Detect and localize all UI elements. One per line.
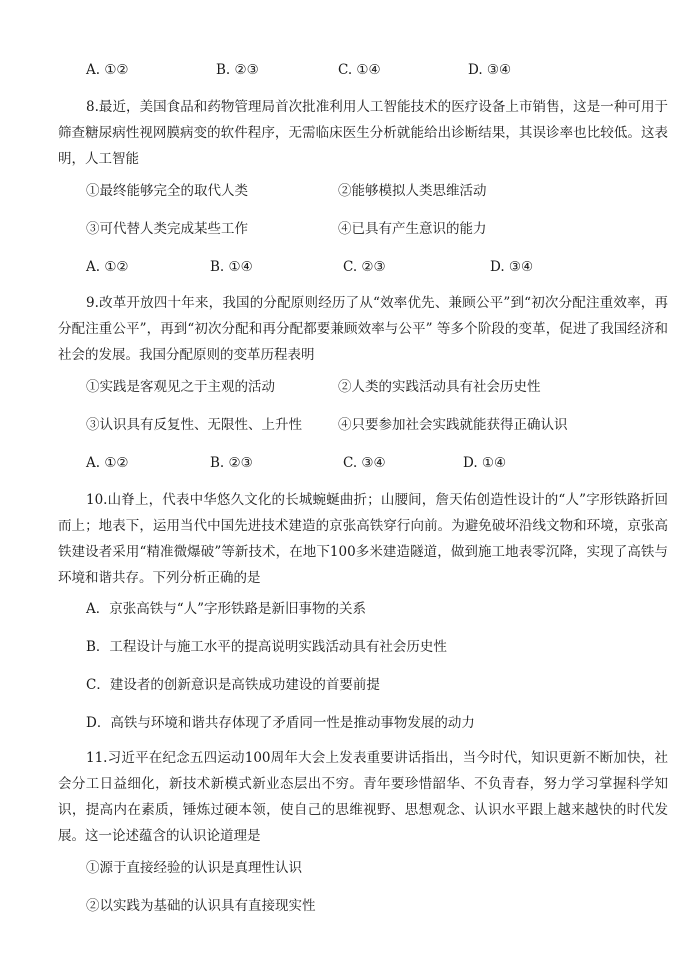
question-11-stem: 11.习近平在纪念五四运动100周年大会上发表重要讲话指出，当今时代，知识更新不断加快，社会分工日益细化，新技术新模式新业态层出不穷。青年要珍惜韶华、不负青春，努力学习掌握科学知识，提高内在素质，锤炼过硬本领，使自己的思维视野、思想观念、认识水平跟上越来越快的时代发展。这一论述蕴含的认识论道理是	[58, 750, 668, 844]
statement-3: ③可代替人类完成某些工作	[86, 221, 248, 237]
statement-2: ②以实践为基础的认识具有直接现实性	[86, 898, 316, 914]
option-c[interactable]: C. ①④	[338, 62, 381, 78]
statement-1: ①源于直接经验的认识是真理性认识	[86, 860, 302, 876]
option-c-text: C．建设者的创新意识是高铁成功建设的首要前提	[86, 677, 380, 693]
option-c[interactable]: C. ③④	[343, 455, 386, 471]
statement-4: ④已具有产生意识的能力	[338, 221, 487, 237]
question-8-stem: 8.最近，美国食品和药物管理局首次批准利用人工智能技术的医疗设备上市销售，这是一种可用于筛查糖尿病性视网膜病变的软件程序，无需临床医生分析就能给出诊断结果，其误诊率也比较低。这表明，人工智能	[58, 99, 668, 167]
option-d[interactable]: D. ①④	[463, 455, 507, 471]
option-d-text: D．高铁与环境和谐共存体现了矛盾同一性是推动事物发展的动力	[86, 715, 475, 731]
option-d[interactable]: D. ③④	[490, 259, 534, 275]
option-b[interactable]: B. ②③	[210, 455, 253, 471]
option-b[interactable]: B. ②③	[216, 62, 259, 78]
option-c[interactable]: C. ②③	[343, 259, 386, 275]
question-9-stem: 9.改革开放四十年来，我国的分配原则经历了从“效率优先、兼顾公平”到“初次分配注重效率，再分配注重公平”，再到“初次分配和再分配都要兼顾效率与公平” 等多个阶段的变革，促进了我国经济和社会的发展。我国分配原则的变革历程表明	[58, 295, 668, 363]
option-a[interactable]: A. ①②	[86, 455, 129, 471]
question-10-stem: 10.山脊上，代表中华悠久文化的长城蜿蜒曲折；山腰间，詹天佑创造性设计的“人”字形铁路折回而上；地表下，运用当代中国先进技术建造的京张高铁穿行向前。为避免破坏沿线文物和环境，京张高铁建设者采用“精准微爆破”等新技术，在地下100多米建造隧道，做到施工地表零沉降，实现了高铁与环境和谐共存。下列分析正确的是	[58, 492, 668, 586]
option-d[interactable]: D. ③④	[468, 62, 512, 78]
statement-2: ②能够模拟人类思维活动	[338, 183, 487, 199]
option-b[interactable]: B. ①④	[210, 259, 253, 275]
option-a-text: A．京张高铁与“人”字形铁路是新旧事物的关系	[86, 601, 367, 617]
statement-2: ②人类的实践活动具有社会历史性	[338, 379, 541, 395]
statement-3: ③认识具有反复性、无限性、上升性	[86, 417, 302, 433]
option-a[interactable]: A. ①②	[86, 62, 129, 78]
option-b-text: B．工程设计与施工水平的提高说明实践活动具有社会历史性	[86, 639, 447, 655]
statement-1: ①最终能够完全的取代人类	[86, 183, 248, 199]
option-a[interactable]: A. ①②	[86, 259, 129, 275]
statement-4: ④只要参加社会实践就能获得正确认识	[338, 417, 568, 433]
statement-1: ①实践是客观见之于主观的活动	[86, 379, 275, 395]
